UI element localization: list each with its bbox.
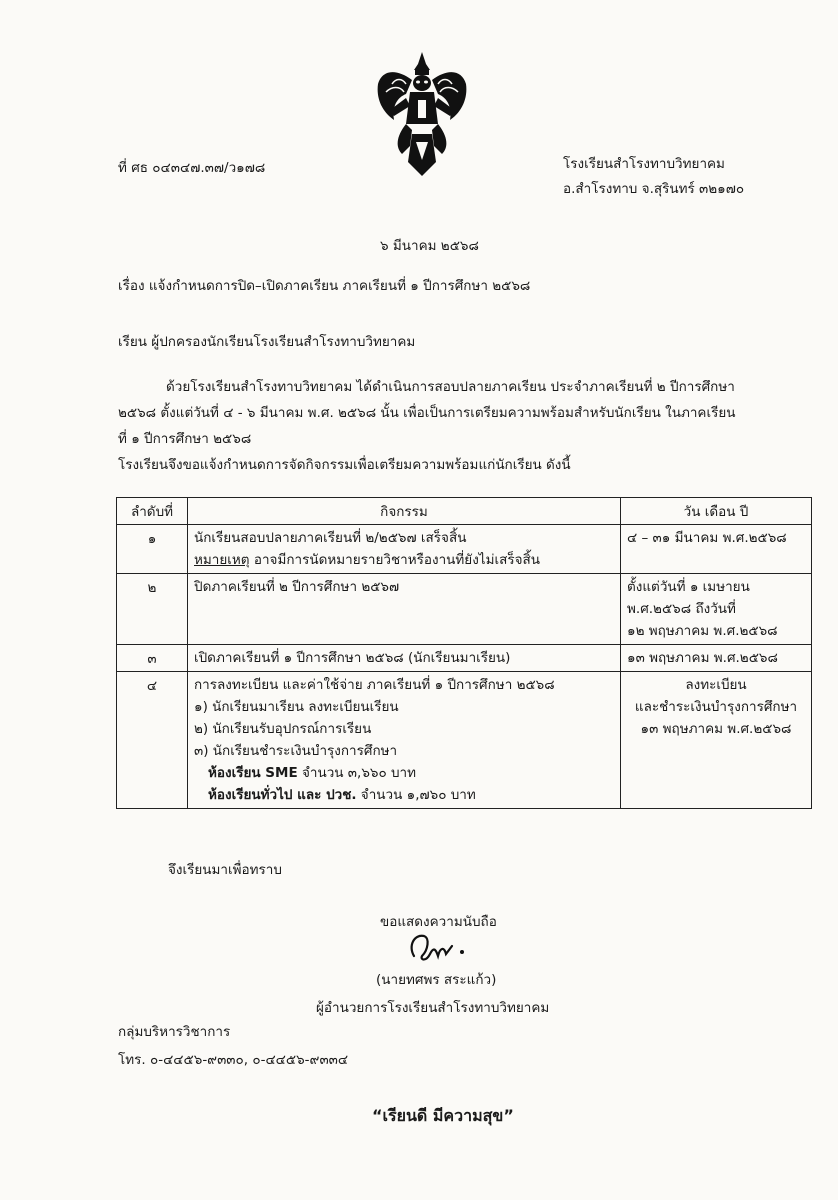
row-number: ๒: [117, 574, 188, 645]
activity-note: [194, 549, 614, 571]
body-line: ด้วยโรงเรียนสำโรงทาบวิทยาคม ได้ดำเนินการสอบปลายภาคเรียน ประจำภาคเรียนที่ ๒ ปีการศึกษา: [166, 379, 735, 395]
regards-text: ขอแสดงความนับถือ: [380, 914, 497, 930]
note-label: หมายเหตุ: [194, 552, 250, 568]
date-text: ตั้งแต่วันที่ ๑ เมษายน: [627, 579, 750, 595]
letter-date: ๖ มีนาคม ๒๕๖๘: [380, 238, 479, 254]
letter-body: [118, 374, 798, 478]
activity-item: ๓) นักเรียนชำระเงินบำรุงการศึกษา: [194, 743, 398, 759]
fee-amount: จำนวน ๓,๖๖๐ บาท: [297, 765, 417, 781]
note-text: อาจมีการนัดหมายรายวิชาหรืองานที่ยังไม่เสร็จสิ้น: [249, 552, 540, 568]
row-activity: [188, 645, 621, 672]
fee-line: [194, 762, 614, 784]
signer-position: ผู้อำนวยการโรงเรียนสำโรงทาบวิทยาคม: [316, 1000, 550, 1016]
row-activity: [188, 672, 621, 809]
row-date: [621, 525, 812, 574]
signer-name: (นายทศพร สระแก้ว): [376, 972, 497, 988]
department: กลุ่มบริหารวิชาการ: [118, 1024, 231, 1040]
table-row: [117, 574, 812, 645]
table-row: [117, 645, 812, 672]
activity-text: นักเรียนสอบปลายภาคเรียนที่ ๒/๒๕๖๗ เสร็จสิ้น: [194, 530, 467, 546]
activity-text: การลงทะเบียน และค่าใช้จ่าย ภาคเรียนที่ ๑ ปีการศึกษา ๒๕๖๘: [194, 677, 555, 693]
garuda-emblem-icon: [372, 50, 472, 178]
schedule-table: [116, 497, 812, 809]
date-text: ๑๓ พฤษภาคม พ.ศ.๒๕๖๘: [627, 650, 778, 666]
activity-item: ๑) นักเรียนมาเรียน ลงทะเบียนเรียน: [194, 699, 399, 715]
date-text: ลงทะเบียน: [685, 677, 747, 693]
closing-text: จึงเรียนมาเพื่อทราบ: [168, 862, 282, 878]
column-header-no: ลำดับที่: [117, 498, 188, 525]
table-header-row: [117, 498, 812, 525]
date-text: ๑๒ พฤษภาคม พ.ศ.๒๕๖๘: [627, 623, 778, 639]
column-header-activity: กิจกรรม: [188, 498, 621, 525]
table-row: [117, 672, 812, 809]
handwritten-signature-icon: [400, 926, 480, 966]
row-number: ๑: [117, 525, 188, 574]
school-header: [563, 152, 744, 202]
row-activity: [188, 574, 621, 645]
row-number: ๔: [117, 672, 188, 809]
reference-number: ที่ ศธ ๐๔๓๔๗.๓๗/ว๑๗๘: [118, 160, 266, 176]
row-activity: [188, 525, 621, 574]
letter-subject: เรื่อง แจ้งกำหนดการปิด–เปิดภาคเรียน ภาคเรียนที่ ๑ ปีการศึกษา ๒๕๖๘: [118, 278, 531, 294]
column-header-date: วัน เดือน ปี: [621, 498, 812, 525]
school-name: โรงเรียนสำโรงทาบวิทยาคม: [563, 156, 725, 172]
date-text: และชำระเงินบำรุงการศึกษา: [634, 699, 798, 715]
date-text: พ.ศ.๒๕๖๘ ถึงวันที่: [627, 601, 736, 617]
body-line: โรงเรียนจึงขอแจ้งกำหนดการจัดกิจกรรมเพื่อเตรียมความพร้อมแก่นักเรียน ดังนี้: [118, 457, 571, 473]
letter-recipient: เรียน ผู้ปกครองนักเรียนโรงเรียนสำโรงทาบวิทยาคม: [118, 334, 416, 350]
row-date: [621, 672, 812, 809]
activity-item: ๒) นักเรียนรับอุปกรณ์การเรียน: [194, 721, 372, 737]
fee-label: ห้องเรียนทั่วไป และ ปวช.: [208, 787, 357, 803]
fee-amount: จำนวน ๑,๗๖๐ บาท: [356, 787, 476, 803]
fee-line: [194, 784, 614, 806]
activity-text: ปิดภาคเรียนที่ ๒ ปีการศึกษา ๒๕๖๗: [194, 579, 400, 595]
date-text: ๔ – ๓๑ มีนาคม พ.ศ.๒๕๖๘: [627, 530, 787, 546]
row-date: [621, 645, 812, 672]
row-number: ๓: [117, 645, 188, 672]
body-line: ๒๕๖๘ ตั้งแต่วันที่ ๔ - ๖ มีนาคม พ.ศ. ๒๕๖๘ นั้น เพื่อเป็นการเตรียมความพร้อมสำหรับนักเรียน ในภาคเรียน: [118, 405, 736, 421]
phone-number: โทร. ๐-๔๔๕๖-๙๓๓๐, ๐-๔๔๕๖-๙๓๓๔: [118, 1052, 349, 1068]
date-text: ๑๓ พฤษภาคม พ.ศ.๒๕๖๘: [640, 721, 792, 737]
school-motto: “เรียนดี มีความสุข”: [372, 1106, 514, 1125]
activity-text: เปิดภาคเรียนที่ ๑ ปีการศึกษา ๒๕๖๘ (นักเรียนมาเรียน): [194, 650, 511, 666]
fee-label: ห้องเรียน SME: [208, 765, 298, 781]
table-row: [117, 525, 812, 574]
body-line: ที่ ๑ ปีการศึกษา ๒๕๖๘: [118, 431, 252, 447]
school-address: อ.สำโรงทาบ จ.สุรินทร์ ๓๒๑๗๐: [563, 181, 745, 197]
row-date: [621, 574, 812, 645]
